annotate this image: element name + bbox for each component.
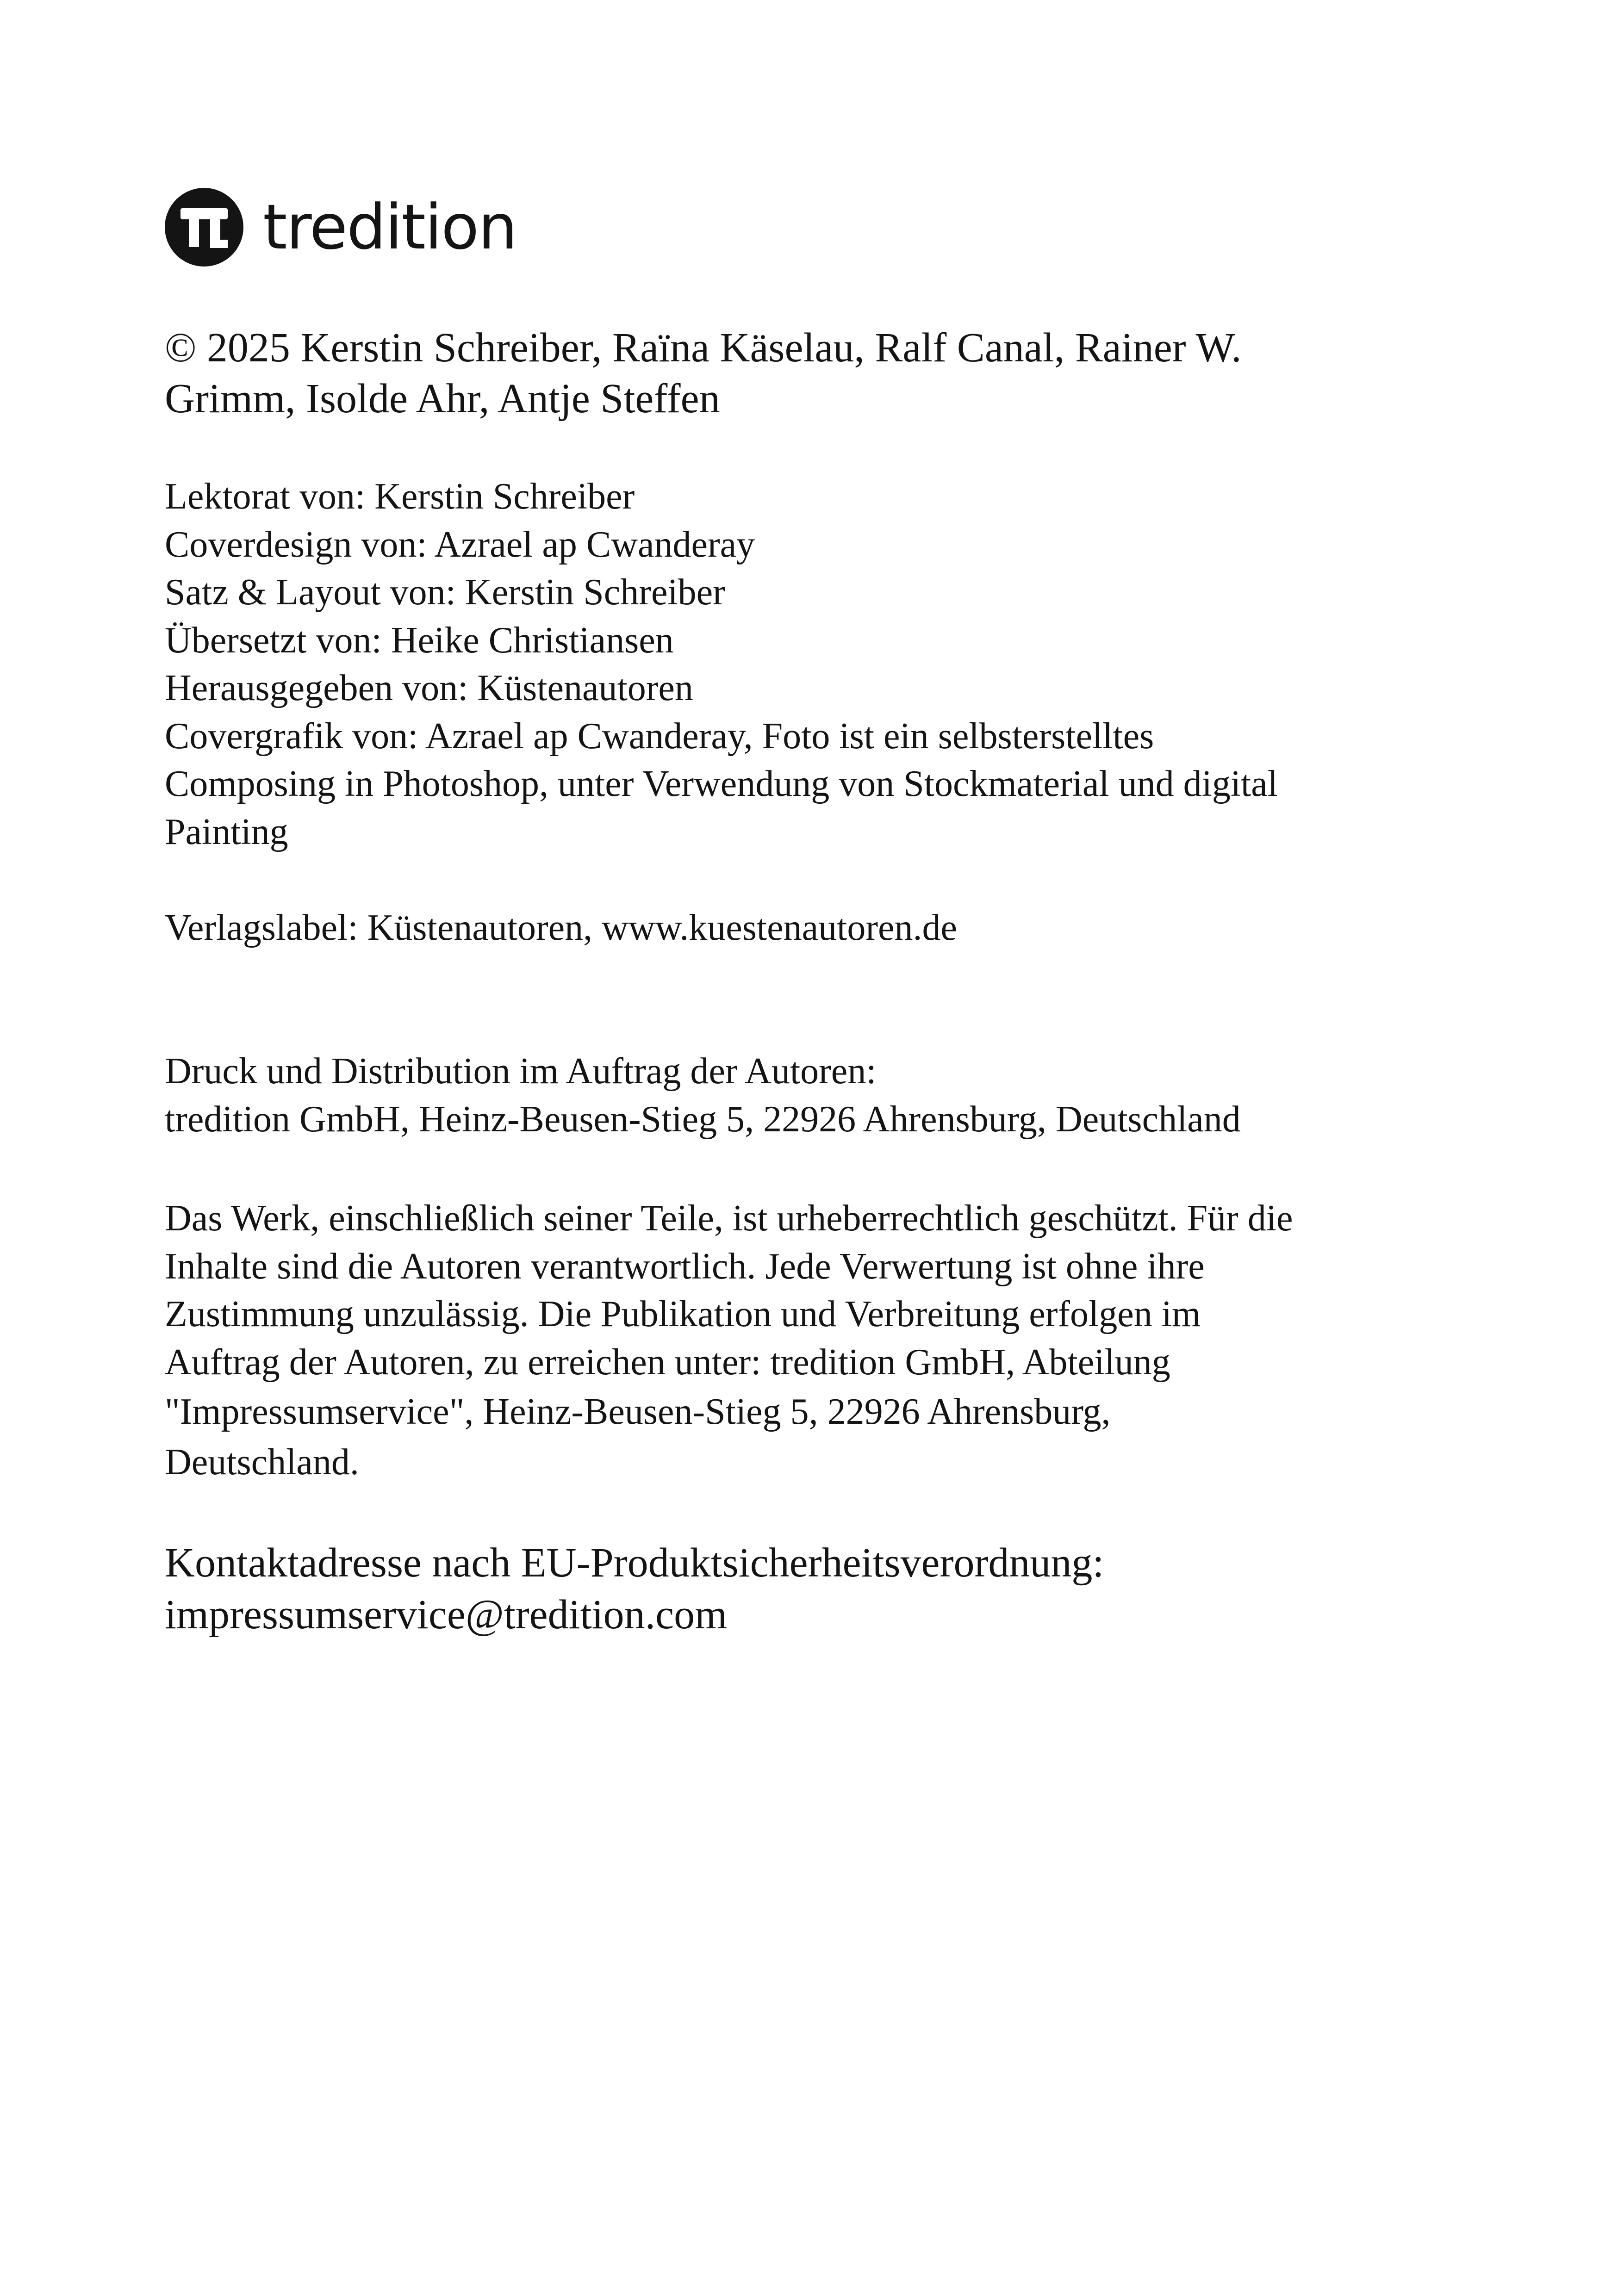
publisher-label: [165, 904, 1461, 952]
legal-line: Auftrag der Autoren, zu erreichen unter: tredition GmbH, Abteilung: [165, 1341, 1170, 1383]
legal-line: Deutschland.: [165, 1442, 359, 1483]
credit-cover-design: Coverdesign von: Azrael ap Cwanderay: [165, 524, 755, 565]
copyright-line: Grimm, Isolde Ahr, Antje Steffen: [165, 376, 720, 422]
contact-heading: Kontaktadresse nach EU-Produktsicherheitsverordnung:: [165, 1540, 1104, 1586]
contact-email: impressumservice@tredition.com: [165, 1592, 728, 1638]
legal-line: Zustimmung unzulässig. Die Publikation und Verbreitung erfolgen im: [165, 1294, 1201, 1334]
copyright-notice: [165, 323, 1461, 424]
credit-typesetting: Satz & Layout von: Kerstin Schreiber: [165, 572, 725, 613]
credits-section: [165, 473, 1461, 856]
publisher-logo: [165, 188, 517, 267]
tredition-logo-icon: [165, 188, 243, 267]
legal-notice: [165, 1195, 1461, 1487]
print-line: Druck und Distribution im Auftrag der Autoren:: [165, 1051, 877, 1092]
credit-cover-graphic-cont: Composing in Photoshop, unter Verwendung von Stockmaterial und digital: [165, 763, 1278, 804]
publisher-label-line: Verlagslabel: Küstenautoren, www.kuestenautoren.de: [165, 907, 958, 948]
legal-line: Inhalte sind die Autoren verantwortlich. Jede Verwertung ist ohne ihre: [165, 1246, 1205, 1287]
credit-publisher: Herausgegeben von: Küstenautoren: [165, 668, 693, 708]
credit-cover-graphic-cont: Painting: [165, 811, 288, 852]
print-address: tredition GmbH, Heinz-Beusen-Stieg 5, 22926 Ahrensburg, Deutschland: [165, 1098, 1241, 1140]
legal-line: "Impressumservice", Heinz-Beusen-Stieg 5, 22926 Ahrensburg,: [165, 1391, 1111, 1432]
logo-wordmark: tredition: [263, 191, 517, 263]
credit-editing: Lektorat von: Kerstin Schreiber: [165, 476, 635, 517]
contact-address: [165, 1537, 1461, 1641]
copyright-line: © 2025 Kerstin Schreiber, Raïna Käselau, Ralf Canal, Rainer W.: [165, 325, 1242, 371]
print-distribution: [165, 1048, 1461, 1143]
legal-line: Das Werk, einschließlich seiner Teile, ist urheberrechtlich geschützt. Für die: [165, 1198, 1293, 1239]
credit-cover-graphic: Covergrafik von: Azrael ap Cwanderay, Foto ist ein selbsterstelltes: [165, 715, 1154, 757]
credit-translation: Übersetzt von: Heike Christiansen: [165, 620, 674, 661]
